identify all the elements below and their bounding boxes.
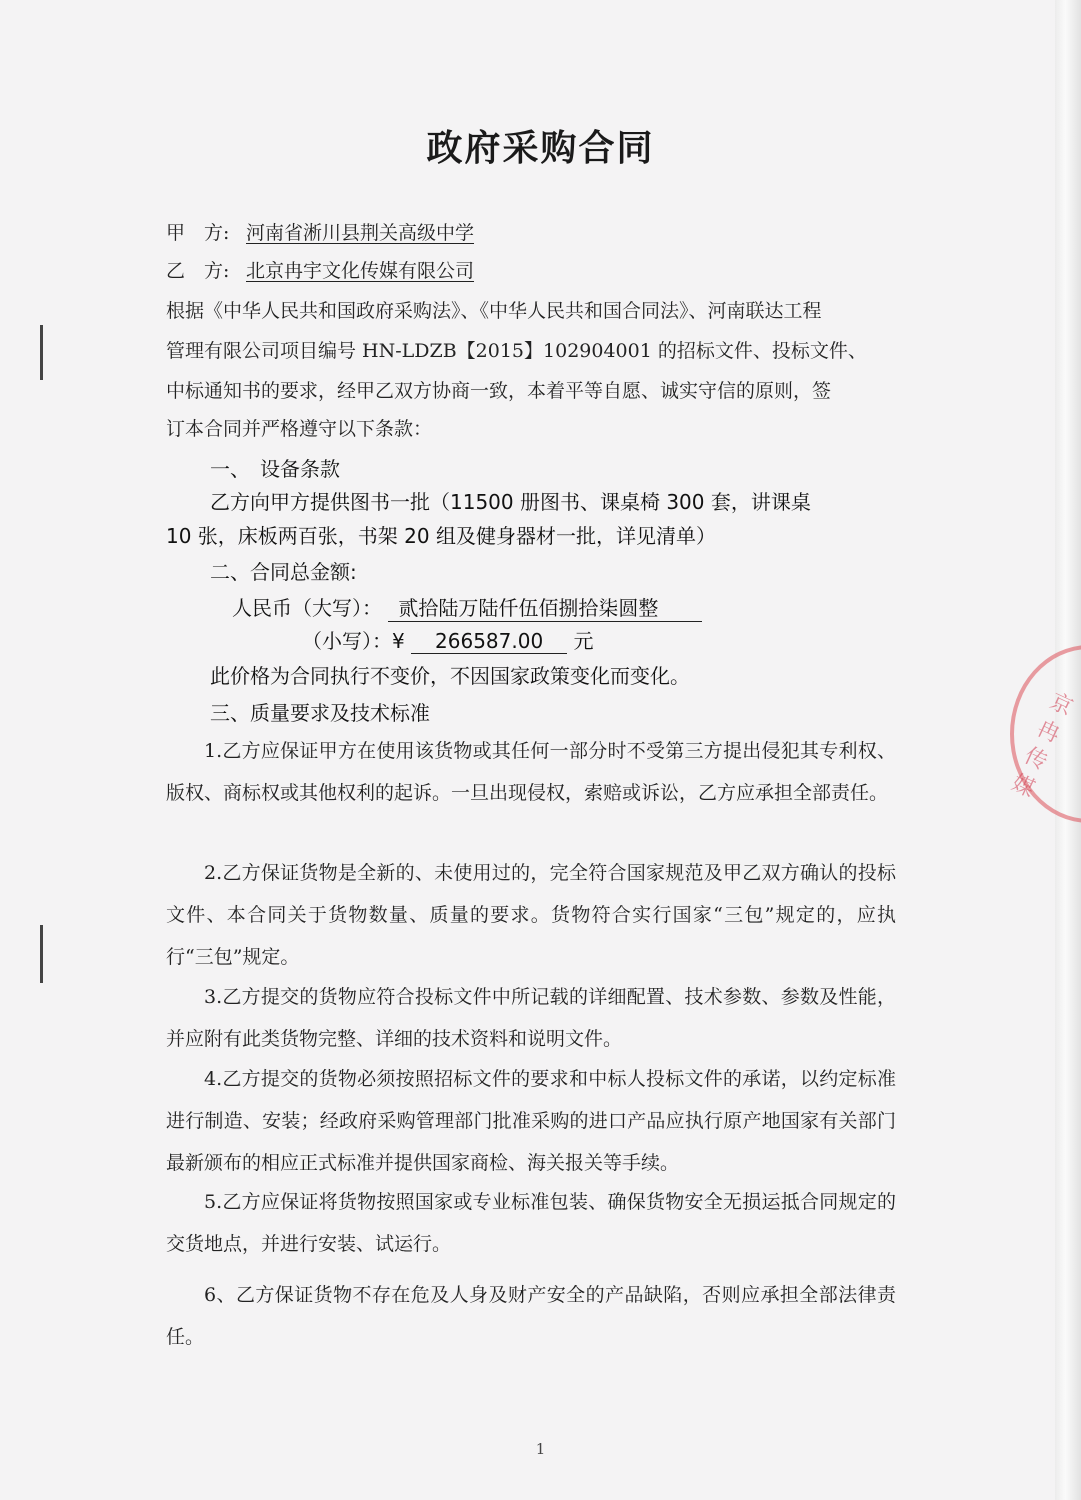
section3-heading: 三、质量要求及技术标准 — [210, 701, 430, 725]
amount-lower-label: （小写）：¥ — [302, 629, 405, 653]
intro-line-2: 管理有限公司项目编号 HN-LDZB【2015】102904001 的招标文件、投标文件、 — [166, 340, 867, 362]
clause-1: 1.乙方应保证甲方在使用该货物或其任何一部分时不受第三方提出侵犯其专利权、版权、商标权或其他权利的起诉。一旦出现侵权，索赔或诉讼，乙方应承担全部责任。 — [166, 740, 896, 804]
section1-line-2: 10 张，床板两百张，书架 20 组及健身器材一批，详见清单） — [166, 524, 716, 548]
intro-line-4: 订本合同并严格遵守以下条款： — [166, 418, 433, 440]
party-a-name: 河南省淅川县荆关高级中学 — [246, 222, 475, 244]
document-title: 政府采购合同 — [426, 128, 655, 169]
party-b-label: 乙 方: — [166, 260, 230, 282]
price-note: 此价格为合同执行不变价，不因国家政策变化而变化。 — [210, 664, 690, 688]
amount-upper-value: 贰拾陆万陆仟伍佰捌拾柒圆整 — [388, 592, 702, 622]
amount-lower-row — [302, 625, 593, 654]
clause-2: 2.乙方保证货物是全新的、未使用过的，完全符合国家规范及甲乙双方确认的投标文件、本合同关于货物数量、质量的要求。货物符合实行国家“三包”规定的，应执行“三包”规定。 — [166, 862, 896, 968]
clause-6: 6、乙方保证货物不存在危及人身及财产安全的产品缺陷，否则应承担全部法律责任。 — [166, 1284, 896, 1348]
seal-text: 京冉传媒 — [1007, 688, 1077, 803]
party-a-line — [166, 218, 474, 245]
page-number: 1 — [535, 1440, 546, 1458]
party-b-name: 北京冉宇文化传媒有限公司 — [246, 260, 475, 282]
amount-upper-label: 人民币（大写）： — [232, 596, 382, 620]
intro-line-1: 根据《中华人民共和国政府采购法》、《中华人民共和国合同法》、河南联达工程 — [166, 300, 822, 322]
clause-3: 3.乙方提交的货物应符合投标文件中所记载的详细配置、技术参数、参数及性能，并应附有此类货物完整、详细的技术资料和说明文件。 — [166, 986, 896, 1050]
punch-mark-top — [40, 325, 43, 380]
party-b-line — [166, 256, 474, 283]
amount-upper-row — [232, 592, 702, 622]
amount-lower-value: 266587.00 — [411, 629, 567, 654]
intro-line-3: 中标通知书的要求，经甲乙双方协商一致，本着平等自愿、诚实守信的原则，签 — [166, 380, 832, 402]
punch-mark-bottom — [40, 925, 43, 983]
section1-line-1: 乙方向甲方提供图书一批（11500 册图书、课桌椅 300 套，讲课桌 — [210, 490, 811, 514]
section2-heading: 二、合同总金额: — [210, 560, 357, 584]
clause-4: 4.乙方提交的货物必须按照招标文件的要求和中标人投标文件的承诺，以约定标准进行制造、安装；经政府采购管理部门批准采购的进口产品应执行原产地国家有关部门最新颁布的相应正式标准并提供国家商检、海关报关等手续。 — [166, 1068, 896, 1174]
clause-5: 5.乙方应保证将货物按照国家或专业标准包装、确保货物安全无损运抵合同规定的交货地点，并进行安装、试运行。 — [166, 1191, 896, 1255]
party-a-label: 甲 方: — [166, 222, 230, 244]
section1-heading: 一、 设备条款 — [210, 457, 340, 481]
amount-lower-unit: 元 — [573, 629, 594, 653]
